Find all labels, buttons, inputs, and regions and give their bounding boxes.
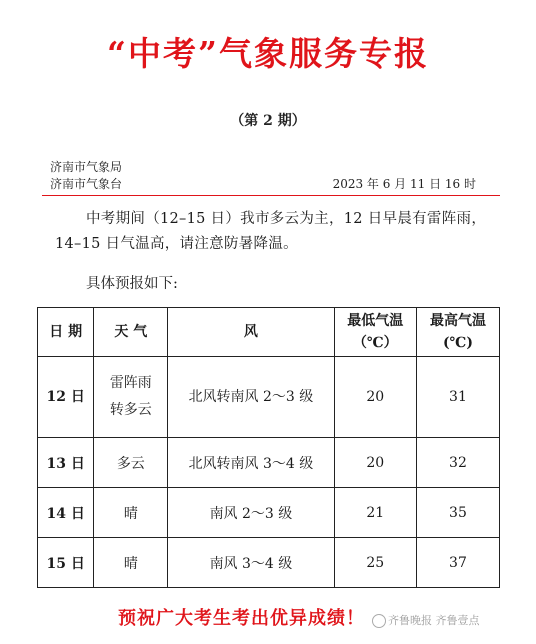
issue-date: 2023 年 6 月 11 日 16 时 xyxy=(332,177,476,191)
issuer-bureau: 济南市气象局 xyxy=(50,160,123,174)
row-min-temp: 21 xyxy=(334,488,416,538)
row-day: 13 日 xyxy=(38,438,94,488)
header-wind: 风 xyxy=(168,308,334,357)
header-min-temp xyxy=(334,308,416,357)
row-wind: 南风 2～3 级 xyxy=(168,488,334,538)
issue-number: （第 2 期） xyxy=(230,113,306,129)
closing-wish: 预祝广大考生考出优异成绩！ xyxy=(118,608,365,629)
row-weather xyxy=(94,357,168,438)
table-row xyxy=(38,538,500,588)
table-row xyxy=(38,357,500,438)
row-min-temp: 20 xyxy=(334,438,416,488)
row-max-temp: 37 xyxy=(416,538,499,588)
row-wind: 南风 3～4 级 xyxy=(168,538,334,588)
watermark-icon xyxy=(372,614,386,628)
row-weather: 晴 xyxy=(94,538,168,588)
row-weather-line1: 雷阵雨 xyxy=(109,375,152,391)
row-weather: 晴 xyxy=(94,488,168,538)
summary-paragraph: 中考期间（12–15 日）我市多云为主，12 日早晨有雷阵雨，14–15 日气温高，请注意防暑降温。 xyxy=(55,211,487,252)
row-day: 12 日 xyxy=(38,357,94,438)
source-watermark xyxy=(372,612,480,628)
table-header-row xyxy=(38,308,500,357)
forecast-table xyxy=(37,307,500,588)
bulletin-title: “中考”气象服务专报 xyxy=(107,34,429,73)
row-max-temp: 31 xyxy=(416,357,499,438)
red-divider xyxy=(42,195,500,196)
forecast-intro: 具体预报如下: xyxy=(86,276,178,292)
row-day: 14 日 xyxy=(38,488,94,538)
table-row xyxy=(38,438,500,488)
row-max-temp: 32 xyxy=(416,438,499,488)
header-min-temp-unit: （℃） xyxy=(352,335,398,351)
issuer-observatory: 济南市气象台 xyxy=(50,177,123,191)
header-max-temp-label: 最高气温 xyxy=(429,313,486,329)
header-min-temp-label: 最低气温 xyxy=(347,313,404,329)
row-min-temp: 25 xyxy=(334,538,416,588)
row-day: 15 日 xyxy=(38,538,94,588)
header-max-temp-unit: (℃) xyxy=(442,335,473,351)
header-date: 日 期 xyxy=(38,308,94,357)
row-min-temp: 20 xyxy=(334,357,416,438)
row-wind: 北风转南风 2～3 级 xyxy=(168,357,334,438)
row-weather-line2: 转多云 xyxy=(109,402,152,418)
row-wind: 北风转南风 3～4 级 xyxy=(168,438,334,488)
watermark-text: 齐鲁晚报 齐鲁壹点 xyxy=(388,614,480,627)
row-weather: 多云 xyxy=(94,438,168,488)
header-max-temp xyxy=(416,308,499,357)
header-weather: 天 气 xyxy=(94,308,168,357)
row-max-temp: 35 xyxy=(416,488,499,538)
table-row xyxy=(38,488,500,538)
